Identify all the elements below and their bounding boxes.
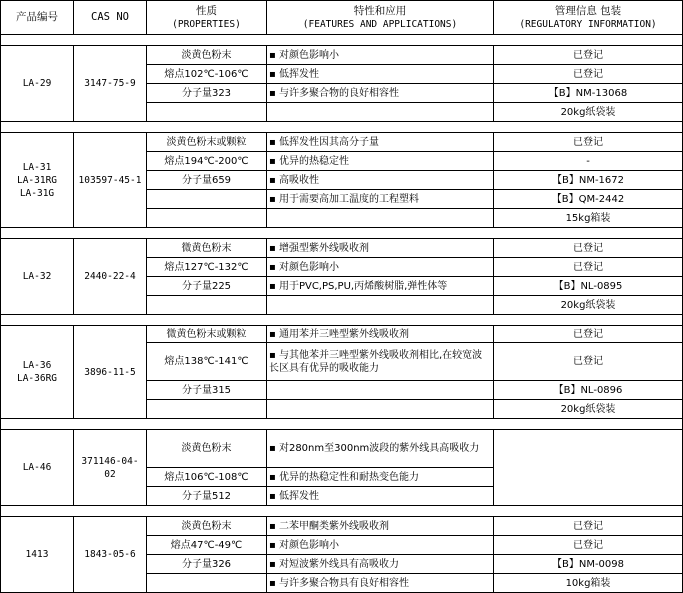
product-id-cell (1, 430, 74, 506)
regulatory-cell: 20kg纸袋装 (494, 296, 683, 315)
property-cell (147, 103, 267, 122)
separator-cell (267, 506, 494, 517)
feature-cell: ▪ 对颜色影响小 (267, 536, 494, 555)
separator-cell (147, 419, 267, 430)
product-row (1, 430, 683, 468)
product-id-cell (1, 133, 74, 228)
separator-cell (74, 228, 147, 239)
property-cell: 分子量659 (147, 171, 267, 190)
product-id-cell (1, 239, 74, 315)
property-cell: 熔点127℃-132℃ (147, 258, 267, 277)
separator-cell (267, 228, 494, 239)
header-properties-cn: 性质 (196, 4, 217, 17)
group-separator (1, 419, 683, 430)
property-cell: 淡黄色粉末 (147, 46, 267, 65)
separator-cell (267, 35, 494, 46)
header-product-no: 产品编号 (1, 1, 74, 35)
feature-cell: ▪ 低挥发性 (267, 65, 494, 84)
property-cell: 分子量315 (147, 381, 267, 400)
product-id: LA-46 (22, 462, 52, 473)
property-cell: 淡黄色粉末或颗粒 (147, 133, 267, 152)
separator-cell (494, 419, 683, 430)
regulatory-cell: - (494, 152, 683, 171)
product-id-cell (1, 46, 74, 122)
regulatory-cell: 20kg纸袋装 (494, 103, 683, 122)
group-separator (1, 228, 683, 239)
feature-cell: ▪ 对短波紫外线具有高吸收力 (267, 555, 494, 574)
separator-cell (267, 122, 494, 133)
cas-number: 103597-45-1 (74, 133, 147, 228)
feature-cell: ▪ 低挥发性因其高分子量 (267, 133, 494, 152)
product-id: LA-36RG (16, 373, 58, 384)
separator-cell (147, 315, 267, 326)
regulatory-cell: 20kg纸袋装 (494, 400, 683, 419)
feature-cell: ▪ 高吸收性 (267, 171, 494, 190)
property-cell: 熔点194℃-200℃ (147, 152, 267, 171)
feature-cell (267, 400, 494, 419)
separator-cell (147, 35, 267, 46)
cas-number: 371146-04-02 (74, 430, 147, 506)
separator-cell (74, 122, 147, 133)
separator-cell (1, 122, 74, 133)
property-cell: 熔点106℃-108℃ (147, 468, 267, 487)
product-id: LA-31RG (16, 174, 58, 186)
regulatory-cell: 已登记 (494, 343, 683, 381)
feature-cell: ▪ 对颜色影响小 (267, 46, 494, 65)
feature-cell: ▪ 增强型紫外线吸收剂 (267, 239, 494, 258)
feature-cell: ▪ 用于需要高加工温度的工程塑料 (267, 190, 494, 209)
feature-cell: ▪ 与许多聚合物的良好相容性 (267, 84, 494, 103)
regulatory-cell: 【B】QM-2442 (494, 190, 683, 209)
separator-cell (74, 315, 147, 326)
feature-cell: ▪ 对280nm至300nm波段的紫外线具高吸收力 (267, 430, 494, 468)
feature-cell (267, 103, 494, 122)
regulatory-cell: 已登记 (494, 46, 683, 65)
product-row (1, 239, 683, 258)
product-id: LA-31 (22, 161, 52, 173)
property-cell: 分子量512 (147, 487, 267, 506)
regulatory-cell: 已登记 (494, 239, 683, 258)
feature-cell: ▪ 与其他苯并三唑型紫外线吸收剂相比,在较宽波长区具有优异的吸收能力 (267, 343, 494, 381)
feature-cell: ▪ 通用苯并三唑型紫外线吸收剂 (267, 326, 494, 343)
regulatory-cell: 已登记 (494, 65, 683, 84)
product-id-cell (1, 326, 74, 419)
header-properties (147, 1, 267, 35)
property-cell: 分子量225 (147, 277, 267, 296)
property-cell (147, 209, 267, 228)
property-cell (147, 400, 267, 419)
header-properties-en: (PROPERTIES) (172, 18, 241, 30)
product-row (1, 133, 683, 152)
feature-cell: ▪ 对颜色影响小 (267, 258, 494, 277)
product-row (1, 517, 683, 536)
feature-cell: ▪ 低挥发性 (267, 487, 494, 506)
cas-number: 3896-11-5 (74, 326, 147, 419)
group-separator (1, 35, 683, 46)
header-row (1, 1, 683, 35)
property-cell: 分子量323 (147, 84, 267, 103)
separator-cell (267, 315, 494, 326)
separator-cell (494, 315, 683, 326)
separator-cell (494, 122, 683, 133)
product-id: LA-32 (22, 271, 52, 282)
group-separator (1, 122, 683, 133)
product-id: LA-36 (22, 360, 52, 371)
regulatory-cell: 已登记 (494, 536, 683, 555)
header-features (267, 1, 494, 35)
feature-cell: ▪ 优异的热稳定性和耐热变色能力 (267, 468, 494, 487)
product-id-cell (1, 517, 74, 593)
header-regulatory (494, 1, 683, 35)
regulatory-cell: 【B】NM-13068 (494, 84, 683, 103)
header-features-cn: 特性和应用 (353, 4, 407, 17)
cas-number: 3147-75-9 (74, 46, 147, 122)
separator-cell (1, 228, 74, 239)
property-cell: 分子量326 (147, 555, 267, 574)
feature-cell (267, 209, 494, 228)
property-cell: 淡黄色粉末 (147, 430, 267, 468)
regulatory-cell: 已登记 (494, 133, 683, 152)
property-cell: 熔点47℃-49℃ (147, 536, 267, 555)
separator-cell (147, 122, 267, 133)
separator-cell (494, 35, 683, 46)
regulatory-cell (494, 430, 683, 506)
regulatory-cell: 已登记 (494, 517, 683, 536)
feature-cell: ▪ 优异的热稳定性 (267, 152, 494, 171)
property-cell: 熔点138℃-141℃ (147, 343, 267, 381)
property-cell (147, 296, 267, 315)
property-cell: 微黄色粉末 (147, 239, 267, 258)
regulatory-cell: 15kg箱装 (494, 209, 683, 228)
feature-cell: ▪ 与许多聚合物具有良好相容性 (267, 574, 494, 593)
regulatory-cell: 已登记 (494, 326, 683, 343)
separator-cell (494, 228, 683, 239)
property-cell: 熔点102℃-106℃ (147, 65, 267, 84)
header-regulatory-cn: 管理信息 包装 (554, 4, 622, 17)
feature-cell (267, 296, 494, 315)
product-id: LA-31G (19, 187, 55, 199)
separator-cell (267, 419, 494, 430)
header-regulatory-en: (REGULATORY INFORMATION) (519, 18, 657, 30)
header-cas-no: CAS NO (74, 1, 147, 35)
regulatory-cell: 10kg箱装 (494, 574, 683, 593)
group-separator (1, 315, 683, 326)
separator-cell (74, 506, 147, 517)
separator-cell (147, 228, 267, 239)
property-cell: 微黄色粉末或颗粒 (147, 326, 267, 343)
cas-number: 2440-22-4 (74, 239, 147, 315)
product-id: LA-29 (22, 78, 52, 89)
product-row (1, 46, 683, 65)
regulatory-cell: 【B】NL-0895 (494, 277, 683, 296)
product-id: 1413 (25, 549, 49, 560)
separator-cell (1, 315, 74, 326)
product-row (1, 326, 683, 343)
separator-cell (1, 506, 74, 517)
separator-cell (494, 506, 683, 517)
header-features-en: (FEATURES AND APPLICATIONS) (302, 18, 458, 30)
property-cell (147, 574, 267, 593)
cas-number: 1843-05-6 (74, 517, 147, 593)
separator-cell (74, 35, 147, 46)
group-separator (1, 506, 683, 517)
separator-cell (147, 506, 267, 517)
property-cell (147, 190, 267, 209)
regulatory-cell: 已登记 (494, 258, 683, 277)
feature-cell: ▪ 二苯甲酮类紫外线吸收剂 (267, 517, 494, 536)
feature-cell: ▪ 用于PVC,PS,PU,丙烯酸树脂,弹性体等 (267, 277, 494, 296)
separator-cell (74, 419, 147, 430)
regulatory-cell: 【B】NM-0098 (494, 555, 683, 574)
feature-cell (267, 381, 494, 400)
regulatory-cell: 【B】NL-0896 (494, 381, 683, 400)
separator-cell (1, 419, 74, 430)
regulatory-cell: 【B】NM-1672 (494, 171, 683, 190)
separator-cell (1, 35, 74, 46)
property-cell: 淡黄色粉末 (147, 517, 267, 536)
